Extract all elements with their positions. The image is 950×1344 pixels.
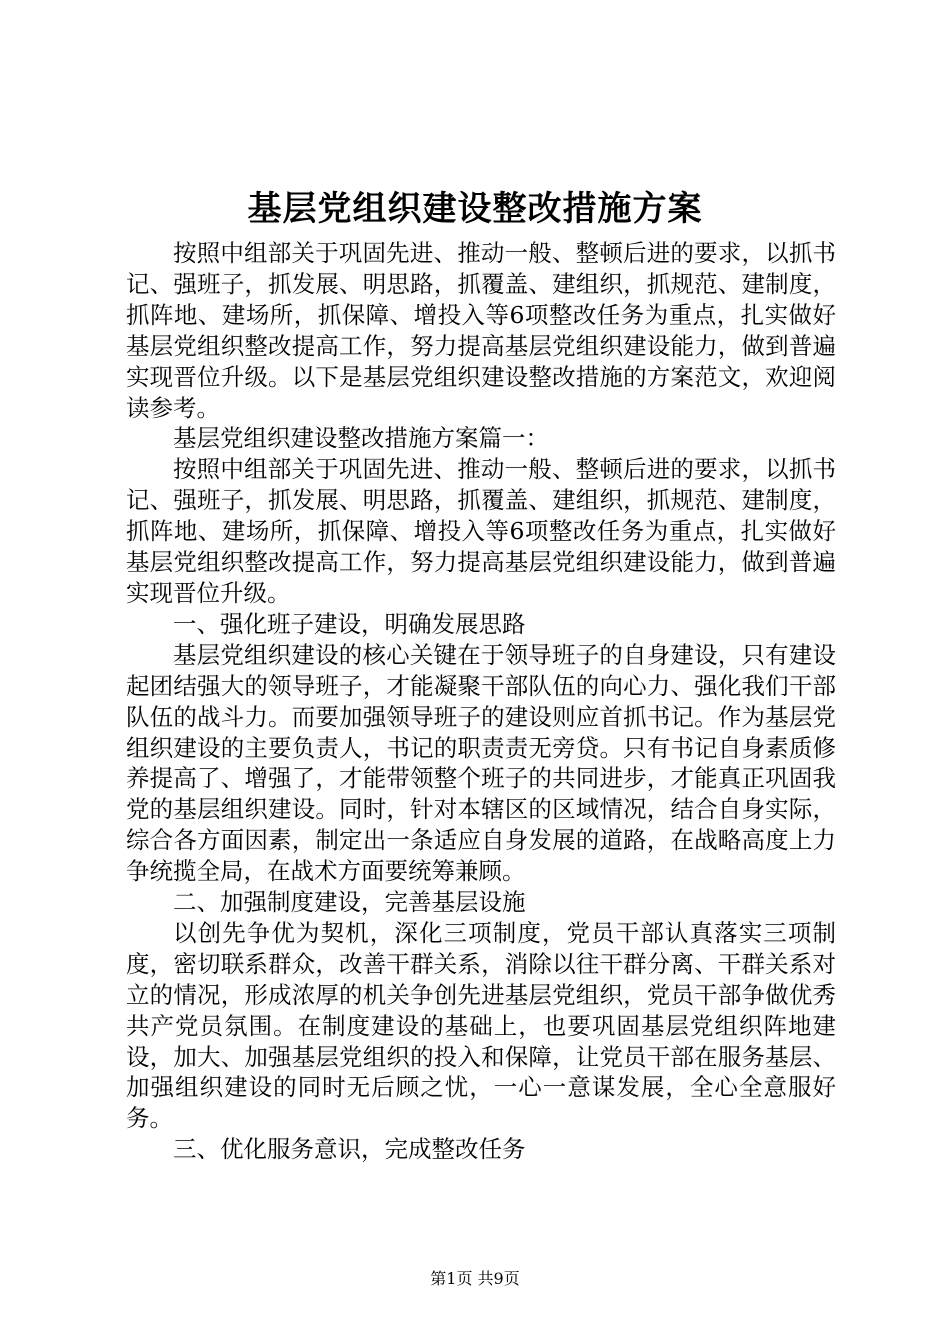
paragraph-leadership: 基层党组织建设的核心关键在于领导班子的自身建设，只有建设起团结强大的领导班子，才能凝聚干部队伍的向心力、强化我们干部队伍的战斗力。而要加强领导班子的建设则应首抓书记。作为基层党组织建设的主要负责人，书记的职责责无旁贷。只有书记自身素质修养提高了、增强了，才能带领整个班子的共同进步，才能真正巩固我党的基层组织建设。同时，针对本辖区的区域情况，结合自身实际，综合各方面因素，制定出一条适应自身发展的道路，在战略高度上力争统揽全局，在战术方面要统筹兼顾。: [126, 640, 836, 886]
document-body: [126, 238, 836, 1165]
intro-paragraph: 按照中组部关于巩固先进、推动一般、整顿后进的要求，以抓书记、强班子，抓发展、明思路，抓覆盖、建组织，抓规范、建制度，抓阵地、建场所，抓保障、增投入等6项整改任务为重点，扎实做好基层党组织整改提高工作，努力提高基层党组织建设能力，做到普遍实现晋位升级。以下是基层党组织建设整改措施的方案范文，欢迎阅读参考。: [126, 239, 836, 422]
heading-service-awareness: 三、优化服务意识，完成整改任务: [173, 1135, 526, 1164]
document-title: 基层党组织建设整改措施方案: [247, 189, 703, 229]
section-heading-part-one: 基层党组织建设整改措施方案篇一：: [173, 424, 549, 453]
paragraph-system-building: 以创先争优为契机，深化三项制度，党员干部认真落实三项制度，密切联系群众，改善干群关系，消除以往干群分离、干群关系对立的情况，形成浓厚的机关争创先进基层党组织，党员干部争做优秀共产党员氛围。在制度建设的基础上，也要巩固基层党组织阵地建设，加大、加强基层党组织的投入和保障，让党员干部在服务基层、加强组织建设的同时无后顾之忧，一心一意谋发展，全心全意服好务。: [126, 918, 836, 1133]
part-one-intro-paragraph: 按照中组部关于巩固先进、推动一般、整顿后进的要求，以抓书记、强班子，抓发展、明思路，抓覆盖、建组织，抓规范、建制度，抓阵地、建场所，抓保障、增投入等6项整改任务为重点，扎实做好基层党组织整改提高工作，努力提高基层党组织建设能力，做到普遍实现晋位升级。: [126, 455, 836, 607]
heading-system-building: 二、加强制度建设，完善基层设施: [173, 888, 526, 917]
page-footer: 第1页 共9页: [430, 1269, 520, 1288]
heading-strengthen-leadership: 一、强化班子建设，明确发展思路: [173, 609, 526, 638]
